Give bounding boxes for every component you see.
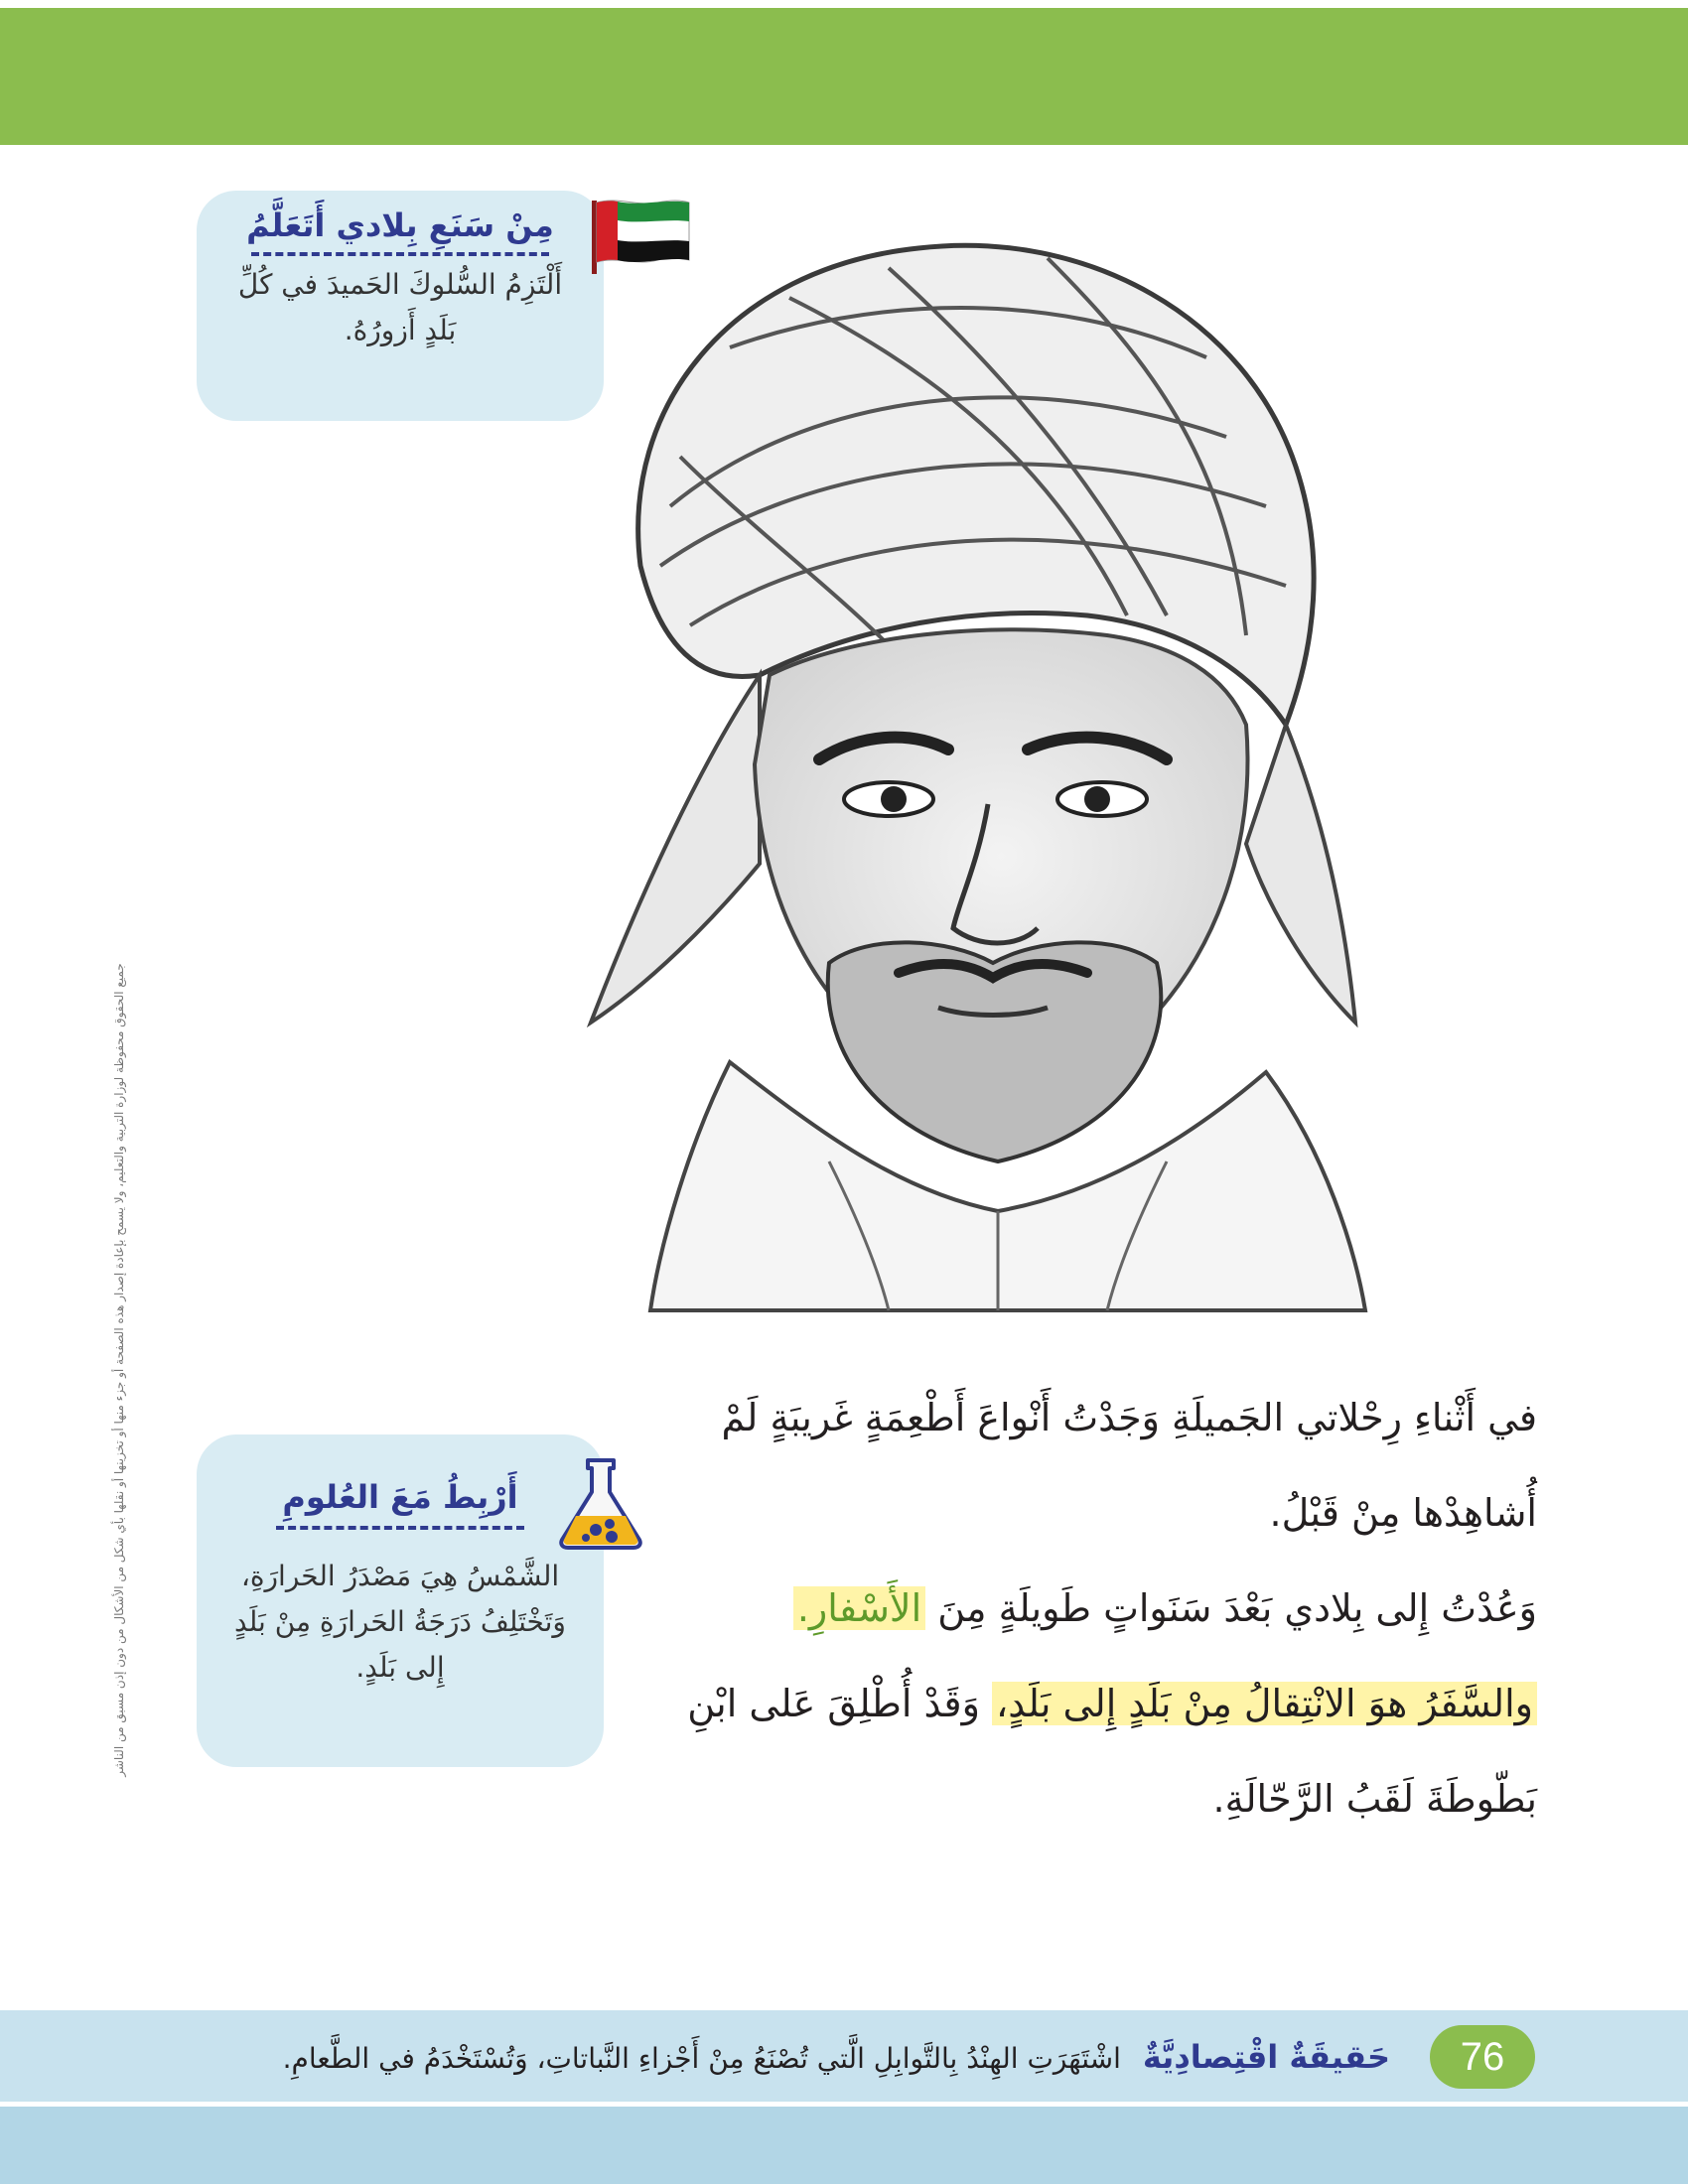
- header-bar: [0, 8, 1688, 145]
- heritage-box-text: أَلْتَزِمُ السُّلوكَ الحَميدَ في كُلِّ بَلَدٍ أَزورُهُ.: [237, 268, 563, 346]
- science-info-box: [197, 1434, 604, 1767]
- highlighted-term-travels: الأَسْفارِ.: [793, 1586, 925, 1630]
- economic-fact: [283, 2025, 1390, 2089]
- story-text-segment: وَعُدْتُ إِلى بِلادي بَعْدَ سَنَواتٍ طَويلَةٍ مِنَ: [925, 1586, 1537, 1630]
- flask-icon: [556, 1454, 645, 1550]
- story-paragraph-1: في أَثْناءِ رِحْلاتي الجَميلَةِ وَجَدْتُ أَنْواعَ أَطْعِمَةٍ غَريبَةٍ لَمْ أُشاهِدْها مِنْ قَبْلُ.: [721, 1396, 1537, 1535]
- highlighted-definition-travel: والسَّفَرُ هوَ الانْتِقالُ مِنْ بَلَدٍ إِلى بَلَدٍ،: [992, 1682, 1537, 1725]
- story-text: [643, 1370, 1537, 1846]
- story-text-segment: وَقَدْ أُطْلِقَ عَلى ابْنِ بَطّوطَةَ لَقَبُ الرَّحّالَةِ.: [687, 1682, 1537, 1821]
- ibn-battuta-portrait: [531, 208, 1405, 1320]
- page-number-badge: 76: [1430, 2025, 1535, 2089]
- science-box-text: الشَّمْسُ هِيَ مَصْدَرُ الحَرارَةِ، وَتَخْتَلِفُ دَرَجَةُ الحَرارَةِ مِنْ بَلَدٍ إِلى بَلَدٍ.: [234, 1560, 566, 1684]
- science-box-title: أَرْبِطُ مَعَ العُلومِ: [282, 1478, 518, 1516]
- economic-fact-title: حَقيقَةٌ اقْتِصادِيَّةٌ: [1142, 2038, 1390, 2076]
- footer-bottom-strip: [0, 2107, 1688, 2184]
- story-paragraph-2: [643, 1561, 1537, 1656]
- story-paragraph-3: [643, 1656, 1537, 1846]
- title-divider: [276, 1526, 524, 1530]
- copyright-note: [89, 774, 149, 1966]
- title-divider: [251, 252, 549, 256]
- economic-fact-text: اشْتَهَرَتِ الهِنْدُ بِالتَّوابِلِ الَّتي تُصْنَعُ مِنْ أَجْزاءِ النَّباتاتِ، وَتُسْتَخْدَمُ في الطَّعامِ.: [282, 2042, 1121, 2075]
- heritage-box-title: مِنْ سَنَعِ بِلادي أَتَعَلَّمُ: [246, 206, 554, 244]
- copyright-note-text: جميع الحقوق محفوظة لوزارة التربية والتعليم، ولا يسمح بإعادة إصدار هذه الصفحة أو جزء منها أو تخزينها أو نقلها بأي شكل من الأشكال من دون إذن مسبق من الناشر: [112, 963, 126, 1777]
